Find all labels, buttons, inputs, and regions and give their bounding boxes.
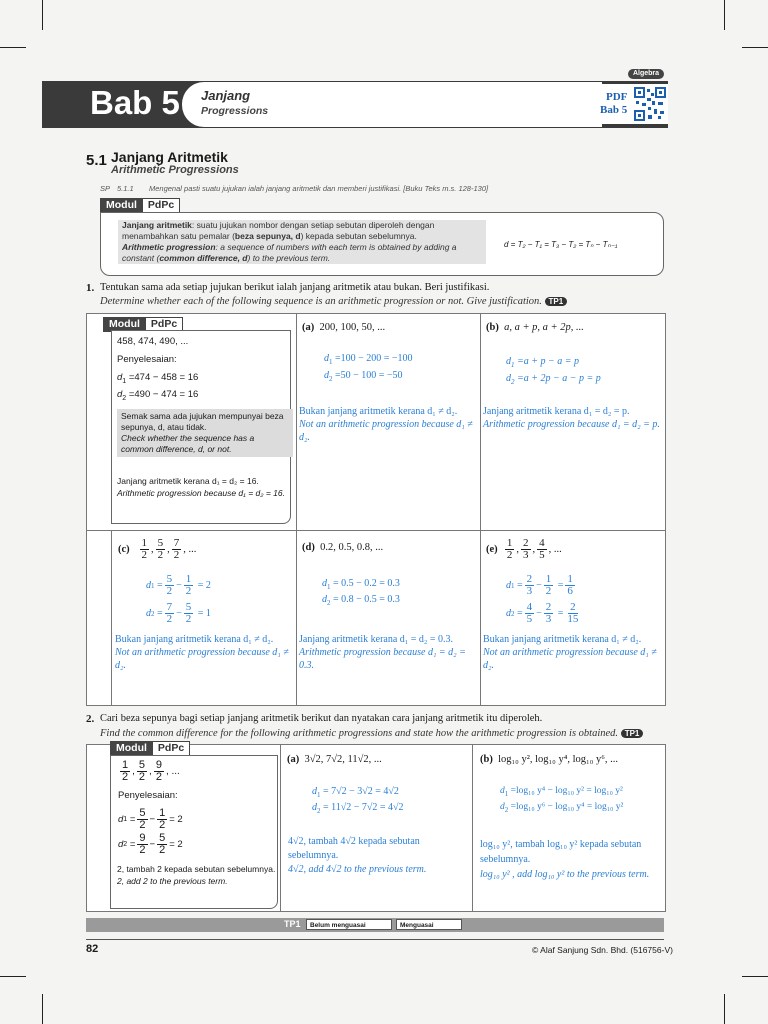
q2-example-d1: d 1 = $\frac{5}{2}$ − $\frac{1}{2}$ = 2	[118, 807, 183, 831]
crop-mark	[724, 994, 725, 1024]
crop-mark	[724, 0, 725, 30]
q1c-answer: Bukan janjang aritmetik kerana d₁ ≠ d₂. Not an arithmetic progression because d₁ ≠ d₂.	[115, 634, 289, 671]
q1c-d2: d 2 = $\frac{7}{2}$ − $\frac{5}{2}$ = 1	[146, 601, 211, 625]
module-label: Modul	[103, 317, 146, 332]
q2-text-ms: Cari beza sepunya bagi setiap janjang aritmetik berikut dan nyatakan cara janjang aritmetik itu diperoleh.	[100, 713, 543, 724]
module-label: Modul	[110, 741, 153, 756]
crop-mark	[42, 994, 43, 1024]
q1e-d2: d 2 = $\frac{4}{5}$ − $\frac{2}{3}$ = $\frac{2}{15}$	[506, 601, 579, 625]
mastery-belum-checkbox[interactable]: Belum menguasai	[306, 919, 392, 930]
pdpc-label: PdPc	[153, 741, 190, 756]
crop-mark	[42, 0, 43, 30]
q2-text-en: Find the common difference for the following arithmetic progressions and state how the arithmetic progression is obtained. TP1	[100, 728, 643, 739]
q1e-d1: d 1 = $\frac{2}{3}$ − $\frac{1}{2}$ = $\frac{1}{6}$	[506, 573, 573, 597]
footer-divider	[86, 939, 664, 940]
example-solution-label: Penyelesaian:	[117, 354, 177, 365]
sp-number: 5.1.1	[117, 184, 134, 193]
q1a: (a) 200, 100, 50, ...	[302, 322, 386, 333]
q1-grid-row-divider	[86, 530, 666, 531]
tp-badge: TP1	[545, 297, 568, 306]
pdf-label: PDF	[606, 91, 628, 103]
pdpc-label: PdPc	[146, 317, 183, 332]
q2a-answer: 4√2, tambah 4√2 kepada sebutan sebelumnya. 4√2, add 4√2 to the previous term.	[288, 836, 427, 875]
crop-mark	[0, 47, 26, 48]
q1d: (d) 0.2, 0.5, 0.8, ...	[302, 542, 384, 553]
copyright: © Alaf Sanjung Sdn. Bhd. (516756-V)	[532, 945, 673, 955]
q1-grid-col-divider	[111, 530, 112, 705]
section-title-ms: Janjang Aritmetik	[111, 149, 228, 165]
q1c: (c) $\frac{1}{2}$ , $\frac{5}{2}$ , $\frac{7}{2}$ , ...	[118, 537, 197, 561]
q1b-answer: Janjang aritmetik kerana d₁ = d₂ = p. Arithmetic progression because d₁ = d₂ = p.	[483, 406, 660, 430]
q2-example-conclusion-en: 2, add 2 to the previous term.	[117, 876, 228, 886]
q2-example-solution-label: Penyelesaian:	[118, 790, 178, 801]
chapter-topic-ms: Janjang	[201, 88, 251, 103]
mastery-tp: TP1	[284, 919, 301, 929]
example-sequence: 458, 474, 490, ...	[117, 336, 189, 347]
module-tag	[110, 741, 190, 756]
q1e-answer: Bukan janjang aritmetik kerana d₁ ≠ d₂. Not an arithmetic progression because d₁ ≠ d₂.	[483, 634, 657, 671]
section-title-en: Arithmetic Progressions	[111, 164, 239, 176]
q1b: (b) a, a + p, a + 2p, ...	[486, 322, 584, 333]
definition-formula: d = T₂ − T₁ = T₃ − T₂ = Tₙ − Tₙ₋₁	[504, 240, 618, 249]
chapter-topic-en: Progressions	[201, 105, 269, 117]
q2b: (b) log₁₀ y², log₁₀ y⁴, log₁₀ y⁶, ...	[480, 754, 619, 765]
example-conclusion-ms: Janjang aritmetik kerana d₁ = d₂ = 16.	[117, 476, 259, 486]
example-d1: $d_1 =474 - 458 = 16$	[117, 372, 199, 385]
q2-grid-col-divider	[472, 744, 473, 911]
q1d-d2: $d_2 = 0.8 - 0.5 = 0.3$	[322, 594, 400, 607]
q2-example-conclusion-ms: 2, tambah 2 kepada sebutan sebelumnya.	[117, 864, 276, 874]
q1-grid-col-divider	[296, 313, 297, 705]
crop-mark	[0, 976, 26, 977]
q1b-d1: $d_1 =a + p - a = p$	[506, 356, 579, 369]
sp-code: SP	[100, 184, 111, 193]
chapter-title: Bab 5	[90, 84, 180, 121]
qr-code-icon[interactable]	[634, 87, 666, 121]
definition-text: Janjang aritmetik: suatu jujukan nombor dengan setiap sebutan diperoleh dengan menambahkan satu pemalar (beza sepunya, d) kepada sebutan sebelumnya. Arithmetic progression: a sequence of numbers with each term is obtained by adding a constant (common difference, d) to the previous term.	[118, 220, 486, 264]
q2a-d1: $d_1 = 7√2 - 3√2 = 4√2$	[312, 786, 399, 799]
q1-text-ms: Tentukan sama ada setiap jujukan berikut ialah janjang aritmetik atau bukan. Beri justifikasi.	[100, 282, 490, 293]
example-note: Semak sama ada jujukan mempunyai beza sepunya, d, atau tidak. Check whether the sequence has a common difference, d, or not.	[117, 409, 293, 457]
q1-text-en: Determine whether each of the following sequence is an arithmetic progression or not. Give justification. TP1	[100, 296, 567, 307]
q1d-answer: Janjang aritmetik kerana d₁ = d₂ = 0.3. Arithmetic progression because d₁ = d₂ = 0.3.	[299, 634, 466, 671]
q1a-answer: Bukan janjang aritmetik kerana d₁ ≠ d₂. Not an arithmetic progression because d₁ ≠ d₂.	[299, 406, 473, 443]
q2b-d1: $d_1 =\log_{10}$ y⁴ − log₁₀ y² = log₁₀ y²	[500, 786, 623, 798]
q1a-d2: $d_2 =50 - 100 = -50$	[324, 370, 403, 383]
section-number: 5.1	[86, 152, 107, 169]
page-number: 82	[86, 943, 99, 955]
pdpc-label: PdPc	[143, 198, 180, 213]
example-conclusion-en: Arithmetic progression because d₁ = d₂ = 16.	[117, 488, 285, 498]
module-label: Modul	[100, 198, 143, 213]
q2-number: 2.	[86, 713, 95, 725]
tp-badge: TP1	[621, 729, 644, 738]
q2b-answer: log₁₀ y², tambah log₁₀ y² kepada sebutan sebelumnya. log₁₀ y² , add log₁₀ y² to the previous term.	[480, 839, 650, 880]
q2-example-d2: d 2 = $\frac{9}{2}$ − $\frac{5}{2}$ = 2	[118, 832, 183, 856]
pdf-chapter: Bab 5	[600, 104, 628, 116]
q2b-d2: $d_2 =\log_{10}$ y⁶ − log₁₀ y⁴ = log₁₀ y²	[500, 802, 624, 814]
module-tag	[100, 198, 180, 213]
q2-grid-col-divider	[280, 744, 281, 911]
example-d2: $d_2 =490 - 474 = 16$	[117, 389, 199, 402]
q1-number: 1.	[86, 282, 95, 294]
q1b-d2: $d_2 =a + 2p - a - p = p$	[506, 373, 601, 386]
q1d-d1: $d_1 = 0.5 - 0.2 = 0.3$	[322, 578, 400, 591]
q2a: (a) 3√2, 7√2, 11√2, ...	[287, 754, 382, 765]
q1e: (e) $\frac{1}{2}$ , $\frac{2}{3}$ , $\frac{4}{5}$ , ...	[486, 537, 562, 561]
sp-text: Mengenal pasti suatu jujukan ialah janjang aritmetik dan memberi justifikasi. [Buku Teks m.s. 128-130]	[149, 184, 489, 193]
q2a-d2: $d_2 = 11√2 - 7√2 = 4√2$	[312, 802, 404, 815]
category-pill: Algebra	[628, 69, 664, 79]
q1c-d1: d 1 = $\frac{5}{2}$ − $\frac{1}{2}$ = 2	[146, 573, 211, 597]
mastery-menguasai-checkbox[interactable]: Menguasai	[396, 919, 462, 930]
q1a-d1: $d_1 =100 - 200 = -100$	[324, 353, 413, 366]
q1-grid-col-divider	[480, 313, 481, 705]
crop-mark	[742, 976, 768, 977]
crop-mark	[742, 47, 768, 48]
q2-example-sequence: $\frac{1}{2}$ , $\frac{5}{2}$ , $\frac{9}{2}$ , ...	[122, 759, 180, 783]
